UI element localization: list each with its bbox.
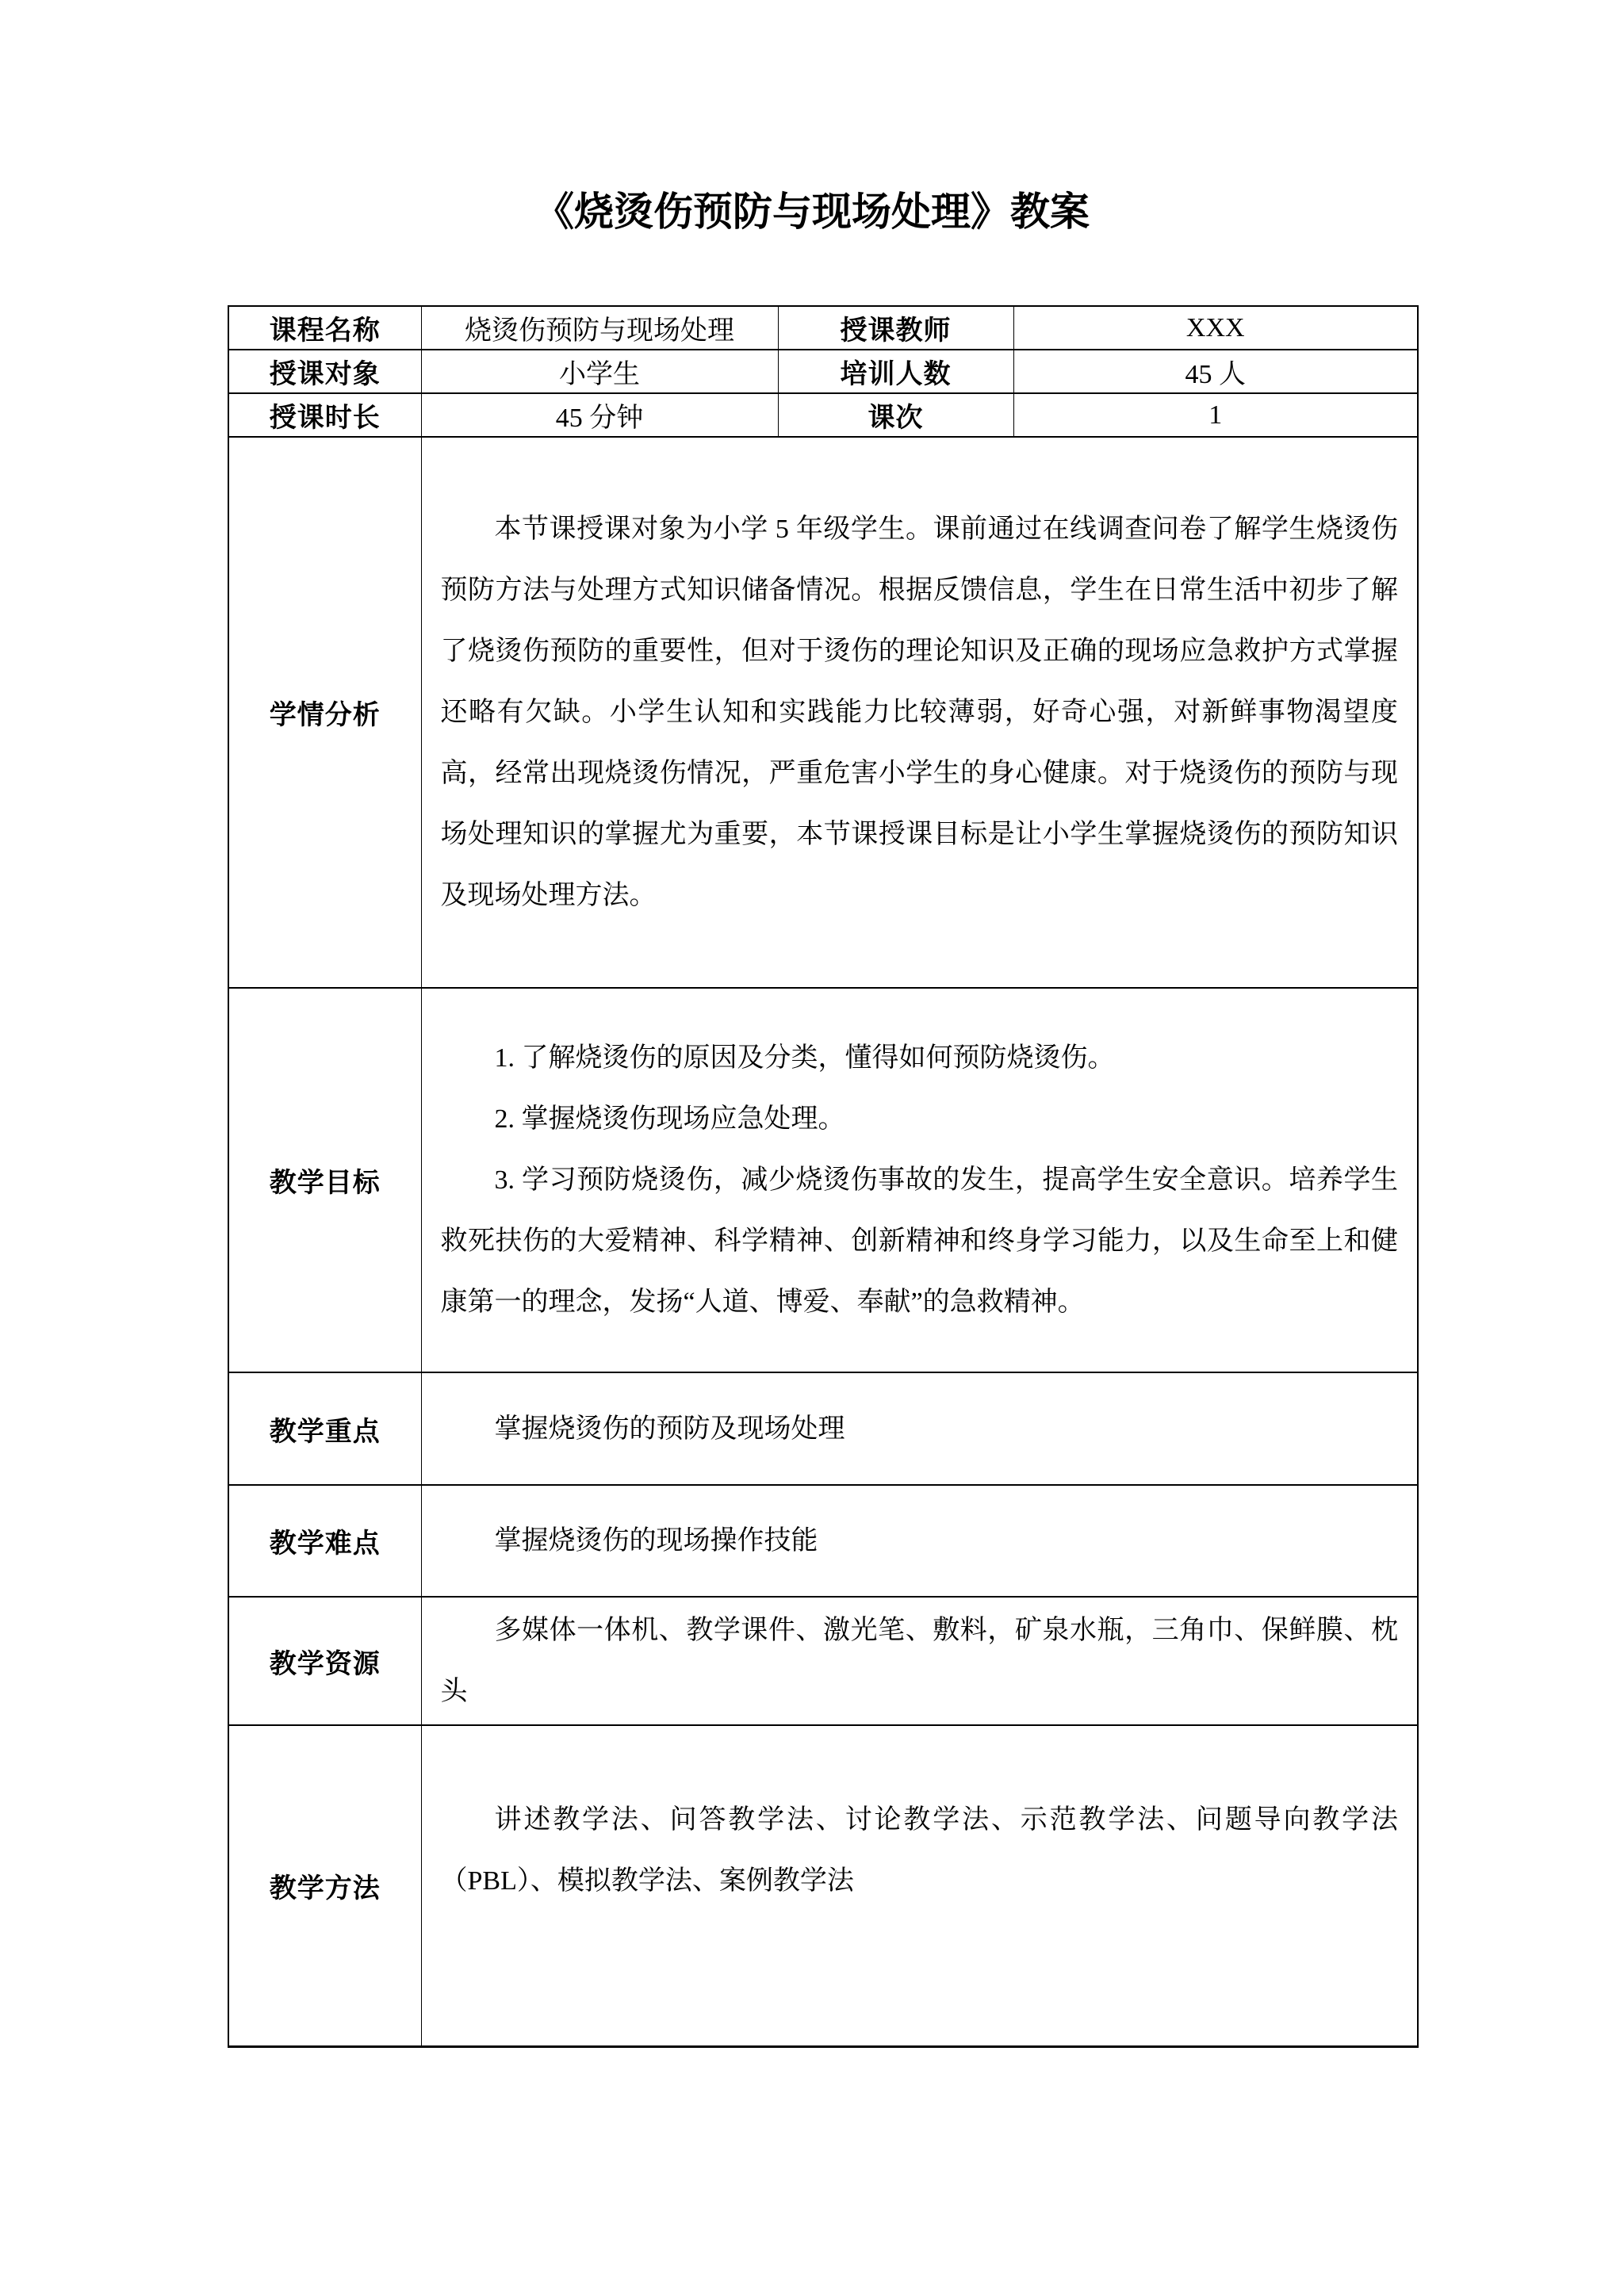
row-teaching-difficulties	[228, 1485, 1418, 1597]
objective-item-1: 1. 了解烧烫伤的原因及分类，懂得如何预防烧烫伤。	[494, 1043, 1115, 1073]
section-content-teaching-methods	[421, 1725, 1418, 2046]
field-label-audience: 授课对象	[228, 350, 421, 393]
row-teaching-objectives	[228, 988, 1418, 1372]
paragraph: 多媒体一体机、教学课件、激光笔、敷料，矿泉水瓶，三角巾、保鲜膜、枕头	[440, 1616, 1398, 1706]
paragraph: 掌握烧烫伤的预防及现场处理	[494, 1414, 845, 1444]
section-content-teaching-objectives	[421, 988, 1418, 1372]
section-label-student-analysis: 学情分析	[228, 437, 421, 988]
section-label-teaching-methods: 教学方法	[228, 1725, 421, 2046]
section-label-teaching-objectives: 教学目标	[228, 988, 421, 1372]
document-title: 《烧烫伤预防与现场处理》教案	[534, 189, 1090, 234]
field-value-teacher: XXX	[1013, 306, 1418, 350]
paragraph: 本节课授课对象为小学 5 年级学生。课前通过在线调查问卷了解学生烧烫伤预防方法与处理方式知识储备情况。根据反馈信息，学生在日常生活中初步了解了烧烫伤预防的重要性，但对于烫伤的理论知识及正确的现场应急救护方式掌握还略有欠缺。小学生认知和实践能力比较薄弱，好奇心强，对新鲜事物渴望度高，经常出现烧烫伤情况，严重危害小学生的身心健康。对于烧烫伤的预防与现场处理知识的掌握尤为重要，本节课授课目标是让小学生掌握烧烫伤的预防知识及现场处理方法。	[440, 515, 1398, 910]
section-content-teaching-key-points	[421, 1372, 1418, 1485]
row-course-name	[228, 306, 1418, 350]
field-value-audience: 小学生	[421, 350, 778, 393]
field-label-teacher: 授课教师	[778, 306, 1013, 350]
row-duration	[228, 393, 1418, 437]
lesson-plan-table	[228, 305, 1419, 2048]
field-label-course-name: 课程名称	[228, 306, 421, 350]
section-label-teaching-difficulties: 教学难点	[228, 1485, 421, 1597]
row-teaching-methods	[228, 1725, 1418, 2046]
row-audience	[228, 350, 1418, 393]
objective-item-3: 3. 学习预防烧烫伤，减少烧烫伤事故的发生，提高学生安全意识。培养学生救死扶伤的大爱精神、科学精神、创新精神和终身学习能力，以及生命至上和健康第一的理念，发扬“人道、博爱、奉献”的急救精神。	[440, 1165, 1398, 1317]
section-content-teaching-difficulties	[421, 1485, 1418, 1597]
row-student-analysis	[228, 437, 1418, 988]
section-content-student-analysis	[421, 437, 1418, 988]
field-value-course-name: 烧烫伤预防与现场处理	[421, 306, 778, 350]
field-label-trainee-count: 培训人数	[778, 350, 1013, 393]
paragraph: 掌握烧烫伤的现场操作技能	[494, 1526, 818, 1556]
row-teaching-key-points	[228, 1372, 1418, 1485]
paragraph: 讲述教学法、问答教学法、讨论教学法、示范教学法、问题导向教学法（PBL）、模拟教学法、案例教学法	[440, 1805, 1398, 1896]
section-label-teaching-key-points: 教学重点	[228, 1372, 421, 1485]
row-teaching-resources	[228, 1597, 1418, 1725]
field-value-session-number: 1	[1013, 393, 1418, 437]
section-label-teaching-resources: 教学资源	[228, 1597, 421, 1725]
field-value-duration: 45 分钟	[421, 393, 778, 437]
field-value-trainee-count: 45 人	[1013, 350, 1418, 393]
field-label-session-number: 课次	[778, 393, 1013, 437]
section-content-teaching-resources	[421, 1597, 1418, 1725]
field-label-duration: 授课时长	[228, 393, 421, 437]
objective-item-2: 2. 掌握烧烫伤现场应急处理。	[494, 1104, 845, 1134]
